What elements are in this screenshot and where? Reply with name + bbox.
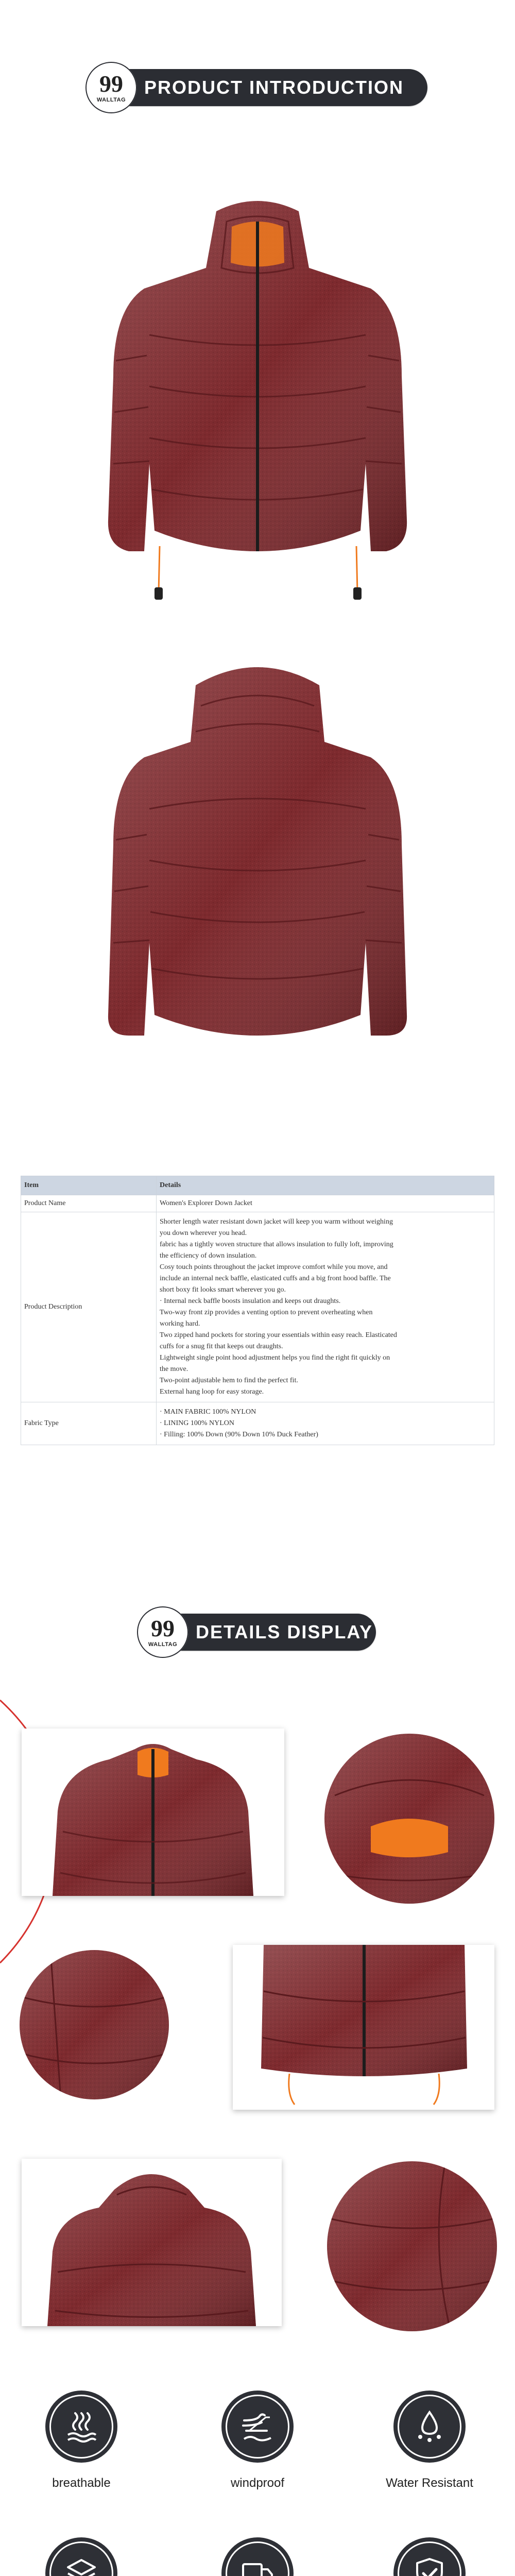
detail-image-hem <box>233 1945 494 2110</box>
detail-image-back <box>22 2159 282 2326</box>
product-spec-table <box>21 1176 494 1445</box>
feature-thickened-material <box>30 2537 133 2576</box>
table-row <box>21 1212 494 1402</box>
delivery-truck-icon <box>241 2557 274 2576</box>
feature-water-resistant <box>373 2391 486 2490</box>
breathable-icon <box>65 2410 98 2443</box>
section-title: PRODUCT INTRODUCTION <box>144 77 404 98</box>
product-name-value: Women's Explorer Down Jacket <box>157 1195 494 1212</box>
detail-image-upper-front <box>22 1728 284 1896</box>
jacket-front-image <box>93 191 422 613</box>
table-row <box>21 1402 494 1445</box>
feature-quality-assurance <box>373 2537 486 2576</box>
windproof-icon <box>241 2410 274 2443</box>
detail-image-hood <box>324 1734 494 1904</box>
brand-logo: 99 WALLTAG <box>85 62 137 113</box>
section-header-details <box>139 1614 376 1651</box>
shield-check-icon <box>413 2557 446 2576</box>
product-description-label: Product Description <box>21 1212 157 1402</box>
water-resistant-icon <box>413 2410 446 2443</box>
feature-label: windproof <box>230 2476 285 2490</box>
product-name-label: Product Name <box>21 1195 157 1212</box>
fabric-type-label: Fabric Type <box>21 1402 157 1445</box>
fabric-type-value: · MAIN FABRIC 100% NYLON · LINING 100% NYLON · Filling: 100% Down (90% Down 10% Duck Feather) <box>157 1402 494 1445</box>
feature-label: breathable <box>52 2476 111 2490</box>
table-header-row <box>21 1176 494 1195</box>
brand-logo: 99 WALLTAG <box>137 1606 188 1658</box>
detail-image-fabric-closeup <box>327 2161 497 2331</box>
feature-label: Water Resistant <box>386 2476 473 2490</box>
jacket-back-image <box>93 654 422 1056</box>
product-description-value: Shorter length water resistant down jacket will keep you warm without weighing you down wherever you head. fabric has a tightly woven structure that allows insulation to fully loft, improving the efficiency of down insulation. Cosy touch points throughout the jacket improve comfort while you move, and include an internal neck baffle, elasticated cuffs and a big front hood baffle. The short boxy fit looks smart wherever you go. · Internal neck baffle boosts insulation and keeps out draughts. Two-way front zip provides a venting option to prevent overheating when working hard. Two zipped hand pockets for storing your essentials within easy reach. Elasticated cuffs for a snug fit that keeps out draughts. Lightweight single point hood adjustment helps you find the right fit quickly on the move. Two-point adjustable hem to find the perfect fit. External hang loop for easy storage. <box>157 1212 494 1402</box>
layers-icon <box>65 2557 98 2576</box>
section-title: DETAILS DISPLAY <box>196 1621 373 1642</box>
table-header-item: Item <box>21 1176 157 1195</box>
table-row <box>21 1195 494 1212</box>
table-header-details: Details <box>157 1176 494 1195</box>
detail-image-pocket <box>20 1950 169 2099</box>
feature-breathable <box>30 2391 133 2490</box>
section-header-intro <box>88 69 427 106</box>
feature-windproof <box>206 2391 309 2490</box>
feature-spot-quick-delivery <box>206 2537 309 2576</box>
